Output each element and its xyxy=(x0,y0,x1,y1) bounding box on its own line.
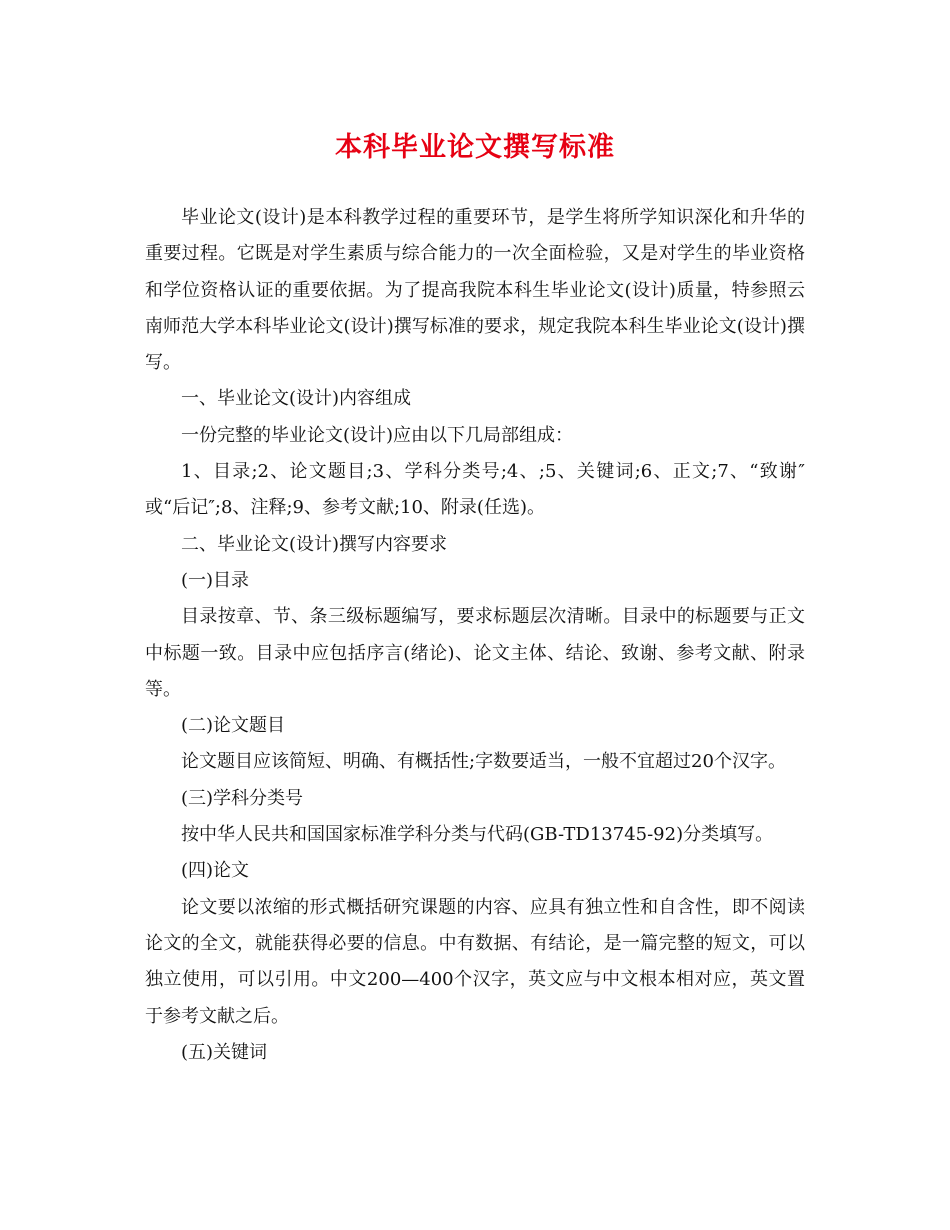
paragraph-components-list: 1、目录;2、论文题目;3、学科分类号;4、;5、关键词;6、正文;7、“致谢″或“后记″;8、注释;9、参考文献;10、附录(任选)。 xyxy=(145,461,805,519)
subheading-contents: (一)目录 xyxy=(181,569,250,591)
document-body xyxy=(145,200,805,1071)
paragraph-classification: 按中华人民共和国国家标准学科分类与代码(GB-TD13745-92)分类填写。 xyxy=(181,824,774,846)
document-title: 本科毕业论文撰写标准 xyxy=(335,132,615,163)
section-heading-2: 二、毕业论文(设计)撰写内容要求 xyxy=(181,533,448,555)
paragraph-contents: 目录按章、节、条三级标题编写，要求标题层次清晰。目录中的标题要与正文中标题一致。目录中应包括序言(绪论)、论文主体、结论、致谢、参考文献、附录等。 xyxy=(145,606,805,700)
subheading-abstract: (四)论文 xyxy=(181,860,250,882)
paragraph-title: 论文题目应该简短、明确、有概括性;字数要适当，一般不宜超过20个汉字。 xyxy=(181,751,786,773)
paragraph-abstract: 论文要以浓缩的形式概括研究课题的内容、应具有独立性和自含性，即不阅读论文的全文，就能获得必要的信息。中有数据、有结论，是一篇完整的短文，可以独立使用，可以引用。中文200—400个汉字，英文应与中文根本相对应，英文置于参考文献之后。 xyxy=(145,896,805,1027)
subheading-classification: (三)学科分类号 xyxy=(181,787,304,809)
paragraph-composition: 一份完整的毕业论文(设计)应由以下几局部组成： xyxy=(181,424,574,446)
subheading-keywords: (五)关键词 xyxy=(181,1041,268,1063)
subheading-title: (二)论文题目 xyxy=(181,715,286,737)
section-heading-1: 一、毕业论文(设计)内容组成 xyxy=(181,388,412,410)
paragraph-intro: 毕业论文(设计)是本科教学过程的重要环节，是学生将所学知识深化和升华的重要过程。它既是对学生素质与综合能力的一次全面检验，又是对学生的毕业资格和学位资格认证的重要依据。为了提高我院本科生毕业论文(设计)质量，特参照云南师范大学本科毕业论文(设计)撰写标准的要求，规定我院本科生毕业论文(设计)撰写。 xyxy=(145,207,805,374)
